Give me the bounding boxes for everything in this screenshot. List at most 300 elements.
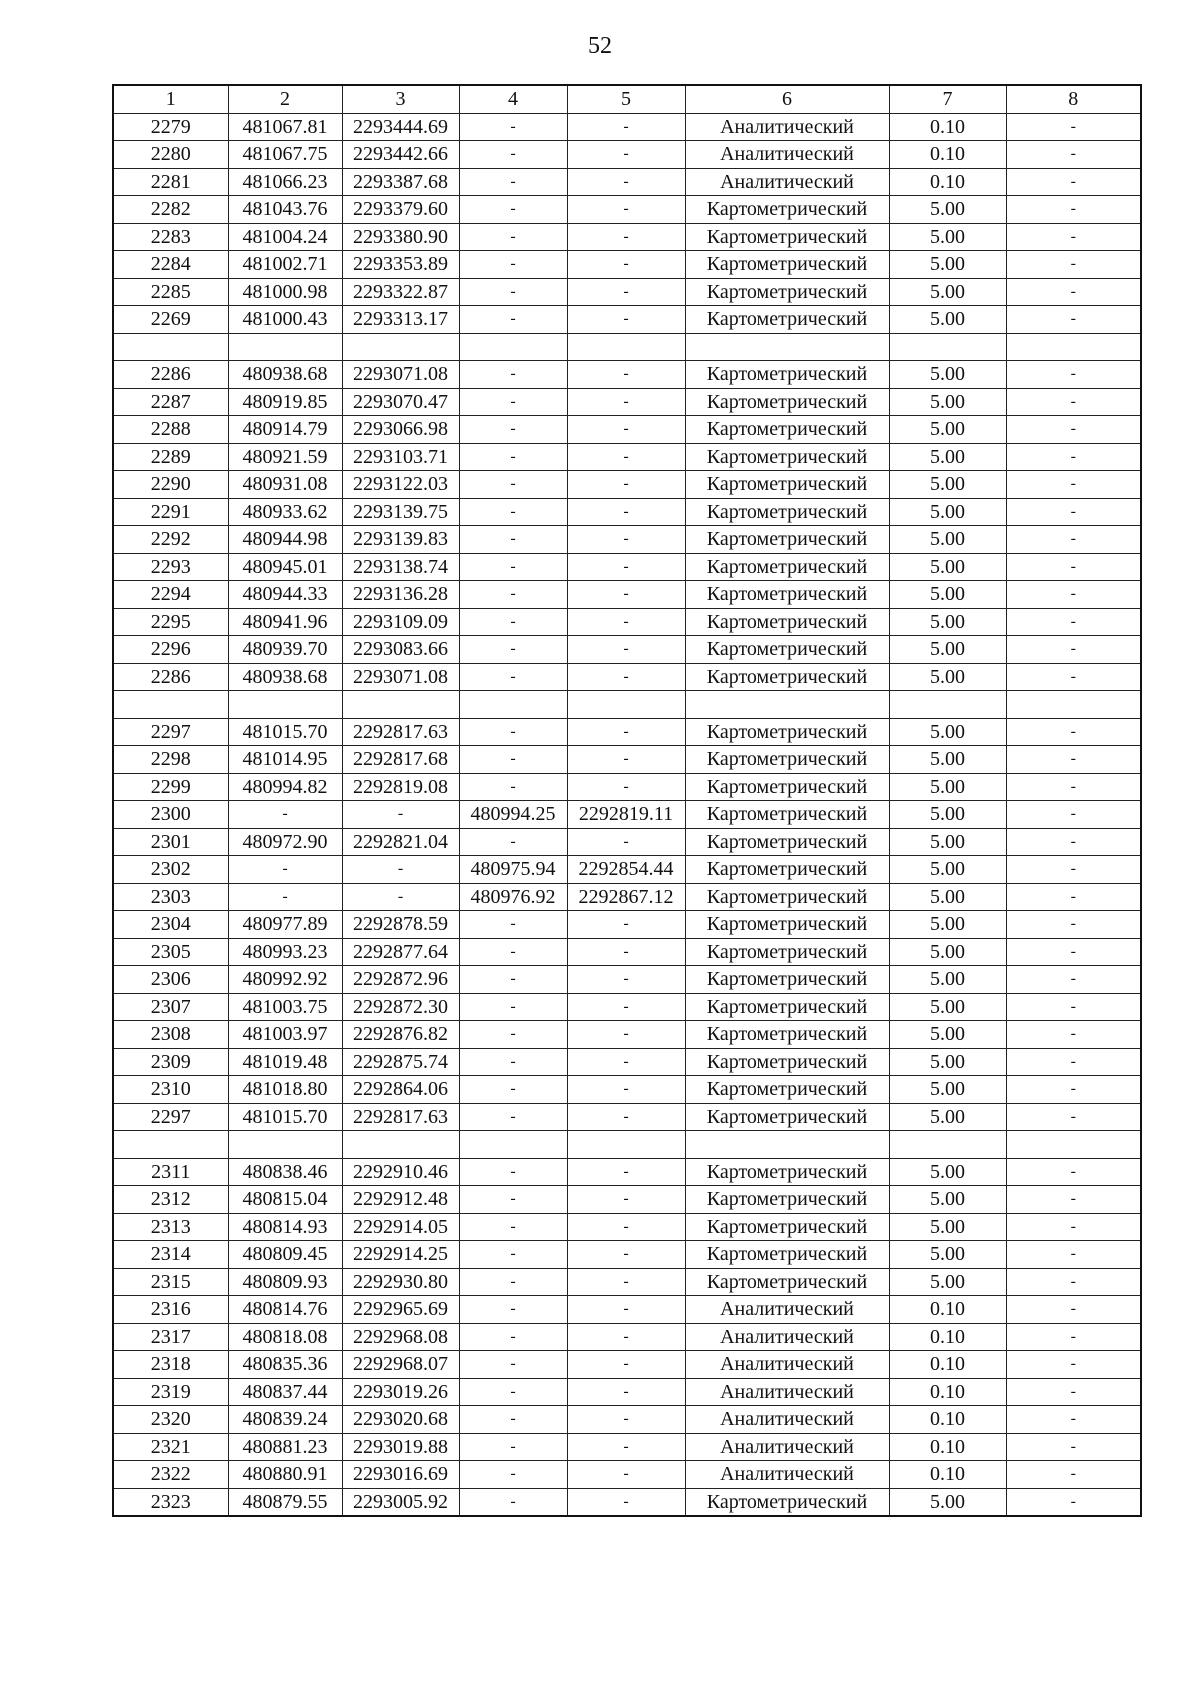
new-y-cell: -: [567, 141, 685, 169]
point-number-cell: 2309: [113, 1048, 228, 1076]
table-row: [113, 471, 1141, 499]
new-y-cell: -: [567, 1406, 685, 1434]
x-coordinate-cell: 480939.70: [228, 636, 342, 664]
description-cell: -: [1006, 1461, 1141, 1489]
table-row: [113, 1158, 1141, 1186]
y-coordinate-cell: 2293071.08: [342, 361, 459, 389]
new-x-cell: -: [459, 636, 567, 664]
y-coordinate-cell: 2292910.46: [342, 1158, 459, 1186]
new-x-cell: 480975.94: [459, 856, 567, 884]
y-coordinate-cell: 2293387.68: [342, 168, 459, 196]
y-coordinate-cell: -: [342, 801, 459, 829]
accuracy-cell: 5.00: [889, 526, 1006, 554]
new-x-cell: -: [459, 1076, 567, 1104]
y-coordinate-cell: 2293136.28: [342, 581, 459, 609]
y-coordinate-cell: 2293139.83: [342, 526, 459, 554]
point-number-cell: 2295: [113, 608, 228, 636]
accuracy-cell: 5.00: [889, 663, 1006, 691]
new-x-cell: -: [459, 828, 567, 856]
accuracy-cell: 5.00: [889, 306, 1006, 334]
coordinates-table: [112, 84, 1142, 1517]
description-cell: -: [1006, 1406, 1141, 1434]
y-coordinate-cell: [342, 333, 459, 361]
accuracy-cell: 0.10: [889, 1351, 1006, 1379]
x-coordinate-cell: 480945.01: [228, 553, 342, 581]
description-cell: -: [1006, 1241, 1141, 1269]
description-cell: -: [1006, 498, 1141, 526]
new-x-cell: -: [459, 581, 567, 609]
description-cell: -: [1006, 526, 1141, 554]
method-cell: Картометрический: [685, 278, 889, 306]
accuracy-cell: 5.00: [889, 746, 1006, 774]
accuracy-cell: 0.10: [889, 168, 1006, 196]
y-coordinate-cell: 2293444.69: [342, 113, 459, 141]
method-cell: Картометрический: [685, 938, 889, 966]
point-number-cell: 2306: [113, 966, 228, 994]
accuracy-cell: 0.10: [889, 1296, 1006, 1324]
column-header: 2: [228, 85, 342, 113]
description-cell: -: [1006, 223, 1141, 251]
x-coordinate-cell: 481003.97: [228, 1021, 342, 1049]
new-x-cell: -: [459, 168, 567, 196]
y-coordinate-cell: 2293322.87: [342, 278, 459, 306]
x-coordinate-cell: 481067.75: [228, 141, 342, 169]
new-y-cell: -: [567, 1186, 685, 1214]
method-cell: Картометрический: [685, 1213, 889, 1241]
new-y-cell: -: [567, 636, 685, 664]
point-number-cell: 2308: [113, 1021, 228, 1049]
accuracy-cell: 5.00: [889, 1213, 1006, 1241]
table-row: [113, 168, 1141, 196]
new-x-cell: -: [459, 278, 567, 306]
x-coordinate-cell: 481043.76: [228, 196, 342, 224]
accuracy-cell: 0.10: [889, 1406, 1006, 1434]
new-x-cell: -: [459, 663, 567, 691]
description-cell: -: [1006, 388, 1141, 416]
accuracy-cell: 5.00: [889, 773, 1006, 801]
method-cell: Картометрический: [685, 553, 889, 581]
y-coordinate-cell: 2292965.69: [342, 1296, 459, 1324]
new-y-cell: -: [567, 278, 685, 306]
new-x-cell: -: [459, 306, 567, 334]
new-x-cell: -: [459, 1186, 567, 1214]
table-row: [113, 223, 1141, 251]
y-coordinate-cell: 2293005.92: [342, 1488, 459, 1516]
y-coordinate-cell: 2293070.47: [342, 388, 459, 416]
table-row: [113, 1241, 1141, 1269]
method-cell: Аналитический: [685, 1406, 889, 1434]
table-row: [113, 1048, 1141, 1076]
method-cell: Картометрический: [685, 306, 889, 334]
table-header-row: [113, 85, 1141, 113]
point-number-cell: 2318: [113, 1351, 228, 1379]
new-x-cell: -: [459, 1021, 567, 1049]
new-x-cell: -: [459, 416, 567, 444]
y-coordinate-cell: 2292876.82: [342, 1021, 459, 1049]
table-row: [113, 306, 1141, 334]
new-y-cell: -: [567, 168, 685, 196]
table-row: [113, 691, 1141, 719]
new-y-cell: -: [567, 938, 685, 966]
x-coordinate-cell: -: [228, 856, 342, 884]
new-x-cell: -: [459, 746, 567, 774]
new-y-cell: -: [567, 608, 685, 636]
method-cell: Картометрический: [685, 966, 889, 994]
method-cell: Картометрический: [685, 883, 889, 911]
x-coordinate-cell: 481004.24: [228, 223, 342, 251]
new-y-cell: -: [567, 966, 685, 994]
new-y-cell: 2292867.12: [567, 883, 685, 911]
description-cell: -: [1006, 1213, 1141, 1241]
x-coordinate-cell: 480838.46: [228, 1158, 342, 1186]
method-cell: [685, 691, 889, 719]
point-number-cell: 2323: [113, 1488, 228, 1516]
new-x-cell: [459, 691, 567, 719]
method-cell: Картометрический: [685, 416, 889, 444]
table-row: [113, 1131, 1141, 1159]
accuracy-cell: 5.00: [889, 553, 1006, 581]
description-cell: -: [1006, 1296, 1141, 1324]
point-number-cell: 2289: [113, 443, 228, 471]
table-row: [113, 278, 1141, 306]
description-cell: -: [1006, 993, 1141, 1021]
method-cell: Картометрический: [685, 498, 889, 526]
new-y-cell: -: [567, 443, 685, 471]
y-coordinate-cell: 2292930.80: [342, 1268, 459, 1296]
x-coordinate-cell: 480921.59: [228, 443, 342, 471]
accuracy-cell: [889, 1131, 1006, 1159]
y-coordinate-cell: -: [342, 856, 459, 884]
method-cell: [685, 1131, 889, 1159]
column-header: 6: [685, 85, 889, 113]
table-row: [113, 911, 1141, 939]
new-y-cell: -: [567, 526, 685, 554]
description-cell: -: [1006, 1488, 1141, 1516]
table-row: [113, 416, 1141, 444]
accuracy-cell: 5.00: [889, 471, 1006, 499]
accuracy-cell: 5.00: [889, 801, 1006, 829]
method-cell: Картометрический: [685, 388, 889, 416]
x-coordinate-cell: 481000.98: [228, 278, 342, 306]
accuracy-cell: 5.00: [889, 1268, 1006, 1296]
x-coordinate-cell: 480931.08: [228, 471, 342, 499]
accuracy-cell: [889, 691, 1006, 719]
method-cell: Картометрический: [685, 746, 889, 774]
new-y-cell: -: [567, 306, 685, 334]
y-coordinate-cell: 2293071.08: [342, 663, 459, 691]
new-x-cell: [459, 333, 567, 361]
description-cell: -: [1006, 636, 1141, 664]
new-x-cell: -: [459, 1433, 567, 1461]
y-coordinate-cell: 2293122.03: [342, 471, 459, 499]
column-header: 5: [567, 85, 685, 113]
y-coordinate-cell: 2293066.98: [342, 416, 459, 444]
accuracy-cell: 5.00: [889, 361, 1006, 389]
table-row: [113, 746, 1141, 774]
method-cell: Аналитический: [685, 1296, 889, 1324]
description-cell: -: [1006, 361, 1141, 389]
x-coordinate-cell: 481067.81: [228, 113, 342, 141]
table-row: [113, 1268, 1141, 1296]
y-coordinate-cell: 2292968.08: [342, 1323, 459, 1351]
point-number-cell: 2287: [113, 388, 228, 416]
new-y-cell: [567, 1131, 685, 1159]
table-row: [113, 801, 1141, 829]
x-coordinate-cell: 480837.44: [228, 1378, 342, 1406]
point-number-cell: 2299: [113, 773, 228, 801]
y-coordinate-cell: 2293020.68: [342, 1406, 459, 1434]
new-y-cell: -: [567, 1323, 685, 1351]
x-coordinate-cell: 481002.71: [228, 251, 342, 279]
new-y-cell: [567, 691, 685, 719]
point-number-cell: 2310: [113, 1076, 228, 1104]
method-cell: Картометрический: [685, 1488, 889, 1516]
new-y-cell: -: [567, 1048, 685, 1076]
x-coordinate-cell: 480944.98: [228, 526, 342, 554]
point-number-cell: 2293: [113, 553, 228, 581]
x-coordinate-cell: 480835.36: [228, 1351, 342, 1379]
y-coordinate-cell: 2292875.74: [342, 1048, 459, 1076]
new-x-cell: -: [459, 141, 567, 169]
table-row: [113, 388, 1141, 416]
column-header: 1: [113, 85, 228, 113]
y-coordinate-cell: 2293353.89: [342, 251, 459, 279]
accuracy-cell: 0.10: [889, 113, 1006, 141]
x-coordinate-cell: 480938.68: [228, 663, 342, 691]
method-cell: Картометрический: [685, 361, 889, 389]
new-y-cell: -: [567, 416, 685, 444]
new-x-cell: -: [459, 1406, 567, 1434]
y-coordinate-cell: 2292877.64: [342, 938, 459, 966]
table-row: [113, 1433, 1141, 1461]
method-cell: Картометрический: [685, 608, 889, 636]
table-row: [113, 1186, 1141, 1214]
table-row: [113, 828, 1141, 856]
table-row: [113, 1296, 1141, 1324]
table-row: [113, 1021, 1141, 1049]
point-number-cell: 2322: [113, 1461, 228, 1489]
accuracy-cell: 5.00: [889, 251, 1006, 279]
new-y-cell: -: [567, 1213, 685, 1241]
description-cell: -: [1006, 141, 1141, 169]
point-number-cell: 2281: [113, 168, 228, 196]
point-number-cell: 2301: [113, 828, 228, 856]
y-coordinate-cell: 2292819.08: [342, 773, 459, 801]
point-number-cell: 2303: [113, 883, 228, 911]
table-row: [113, 1461, 1141, 1489]
point-number-cell: 2317: [113, 1323, 228, 1351]
point-number-cell: 2291: [113, 498, 228, 526]
method-cell: Аналитический: [685, 1461, 889, 1489]
method-cell: Картометрический: [685, 828, 889, 856]
method-cell: Картометрический: [685, 1241, 889, 1269]
method-cell: Аналитический: [685, 1323, 889, 1351]
new-y-cell: -: [567, 471, 685, 499]
y-coordinate-cell: [342, 1131, 459, 1159]
point-number-cell: 2290: [113, 471, 228, 499]
new-x-cell: -: [459, 993, 567, 1021]
description-cell: -: [1006, 581, 1141, 609]
new-y-cell: -: [567, 361, 685, 389]
table-row: [113, 141, 1141, 169]
new-x-cell: -: [459, 1461, 567, 1489]
accuracy-cell: 0.10: [889, 141, 1006, 169]
x-coordinate-cell: 480818.08: [228, 1323, 342, 1351]
method-cell: Картометрический: [685, 773, 889, 801]
column-header: 7: [889, 85, 1006, 113]
method-cell: Картометрический: [685, 636, 889, 664]
new-y-cell: 2292854.44: [567, 856, 685, 884]
x-coordinate-cell: [228, 691, 342, 719]
accuracy-cell: 5.00: [889, 388, 1006, 416]
accuracy-cell: 5.00: [889, 1048, 1006, 1076]
new-x-cell: -: [459, 608, 567, 636]
new-x-cell: -: [459, 1378, 567, 1406]
y-coordinate-cell: 2292872.30: [342, 993, 459, 1021]
x-coordinate-cell: 480881.23: [228, 1433, 342, 1461]
description-cell: -: [1006, 663, 1141, 691]
table-row: [113, 1378, 1141, 1406]
new-x-cell: -: [459, 1488, 567, 1516]
description-cell: -: [1006, 1433, 1141, 1461]
new-y-cell: -: [567, 1241, 685, 1269]
accuracy-cell: 5.00: [889, 1076, 1006, 1104]
new-y-cell: -: [567, 553, 685, 581]
x-coordinate-cell: 481018.80: [228, 1076, 342, 1104]
method-cell: Картометрический: [685, 526, 889, 554]
y-coordinate-cell: 2293139.75: [342, 498, 459, 526]
new-x-cell: -: [459, 1296, 567, 1324]
table-row: [113, 361, 1141, 389]
new-x-cell: -: [459, 471, 567, 499]
x-coordinate-cell: 481014.95: [228, 746, 342, 774]
y-coordinate-cell: 2293380.90: [342, 223, 459, 251]
new-x-cell: -: [459, 1268, 567, 1296]
table-row: [113, 333, 1141, 361]
description-cell: -: [1006, 1021, 1141, 1049]
accuracy-cell: 5.00: [889, 196, 1006, 224]
x-coordinate-cell: 480941.96: [228, 608, 342, 636]
accuracy-cell: 5.00: [889, 1021, 1006, 1049]
new-x-cell: -: [459, 388, 567, 416]
y-coordinate-cell: 2292817.63: [342, 718, 459, 746]
y-coordinate-cell: 2292914.05: [342, 1213, 459, 1241]
x-coordinate-cell: 480839.24: [228, 1406, 342, 1434]
x-coordinate-cell: 481019.48: [228, 1048, 342, 1076]
new-x-cell: -: [459, 196, 567, 224]
point-number-cell: 2298: [113, 746, 228, 774]
point-number-cell: 2320: [113, 1406, 228, 1434]
method-cell: Картометрический: [685, 1158, 889, 1186]
description-cell: -: [1006, 1268, 1141, 1296]
x-coordinate-cell: 480815.04: [228, 1186, 342, 1214]
method-cell: Аналитический: [685, 141, 889, 169]
table-row: [113, 608, 1141, 636]
table-row: [113, 1488, 1141, 1516]
description-cell: -: [1006, 196, 1141, 224]
point-number-cell: 2311: [113, 1158, 228, 1186]
new-x-cell: -: [459, 773, 567, 801]
y-coordinate-cell: 2292817.63: [342, 1103, 459, 1131]
new-y-cell: -: [567, 196, 685, 224]
description-cell: -: [1006, 1186, 1141, 1214]
accuracy-cell: 0.10: [889, 1378, 1006, 1406]
description-cell: -: [1006, 278, 1141, 306]
point-number-cell: 2269: [113, 306, 228, 334]
x-coordinate-cell: 480814.93: [228, 1213, 342, 1241]
table-row: [113, 443, 1141, 471]
y-coordinate-cell: 2292864.06: [342, 1076, 459, 1104]
new-y-cell: -: [567, 773, 685, 801]
x-coordinate-cell: [228, 333, 342, 361]
description-cell: -: [1006, 608, 1141, 636]
new-y-cell: -: [567, 1351, 685, 1379]
accuracy-cell: 5.00: [889, 856, 1006, 884]
table-row: [113, 993, 1141, 1021]
description-cell: -: [1006, 828, 1141, 856]
table-row: [113, 1351, 1141, 1379]
accuracy-cell: 5.00: [889, 1241, 1006, 1269]
method-cell: Картометрический: [685, 1021, 889, 1049]
description-cell: -: [1006, 471, 1141, 499]
x-coordinate-cell: 481003.75: [228, 993, 342, 1021]
new-y-cell: -: [567, 746, 685, 774]
new-x-cell: -: [459, 1213, 567, 1241]
x-coordinate-cell: 480914.79: [228, 416, 342, 444]
x-coordinate-cell: [228, 1131, 342, 1159]
y-coordinate-cell: 2292912.48: [342, 1186, 459, 1214]
accuracy-cell: 5.00: [889, 911, 1006, 939]
point-number-cell: 2319: [113, 1378, 228, 1406]
new-x-cell: [459, 1131, 567, 1159]
new-y-cell: -: [567, 1268, 685, 1296]
x-coordinate-cell: 480809.93: [228, 1268, 342, 1296]
description-cell: -: [1006, 1158, 1141, 1186]
y-coordinate-cell: 2293103.71: [342, 443, 459, 471]
description-cell: -: [1006, 113, 1141, 141]
description-cell: -: [1006, 306, 1141, 334]
new-y-cell: -: [567, 718, 685, 746]
method-cell: Картометрический: [685, 471, 889, 499]
x-coordinate-cell: 480814.76: [228, 1296, 342, 1324]
y-coordinate-cell: 2292817.68: [342, 746, 459, 774]
y-coordinate-cell: 2292914.25: [342, 1241, 459, 1269]
method-cell: Картометрический: [685, 718, 889, 746]
column-header: 4: [459, 85, 567, 113]
description-cell: -: [1006, 251, 1141, 279]
point-number-cell: 2280: [113, 141, 228, 169]
accuracy-cell: 5.00: [889, 1158, 1006, 1186]
method-cell: Картометрический: [685, 801, 889, 829]
table-row: [113, 553, 1141, 581]
new-x-cell: -: [459, 1241, 567, 1269]
table-row: [113, 113, 1141, 141]
method-cell: Аналитический: [685, 113, 889, 141]
new-x-cell: -: [459, 718, 567, 746]
y-coordinate-cell: 2292878.59: [342, 911, 459, 939]
table-row: [113, 883, 1141, 911]
method-cell: Картометрический: [685, 223, 889, 251]
accuracy-cell: 5.00: [889, 416, 1006, 444]
new-x-cell: -: [459, 1103, 567, 1131]
new-x-cell: -: [459, 113, 567, 141]
table-row: [113, 1103, 1141, 1131]
point-number-cell: 2284: [113, 251, 228, 279]
new-y-cell: -: [567, 663, 685, 691]
table-row: [113, 966, 1141, 994]
table-row: [113, 856, 1141, 884]
table-row: [113, 498, 1141, 526]
